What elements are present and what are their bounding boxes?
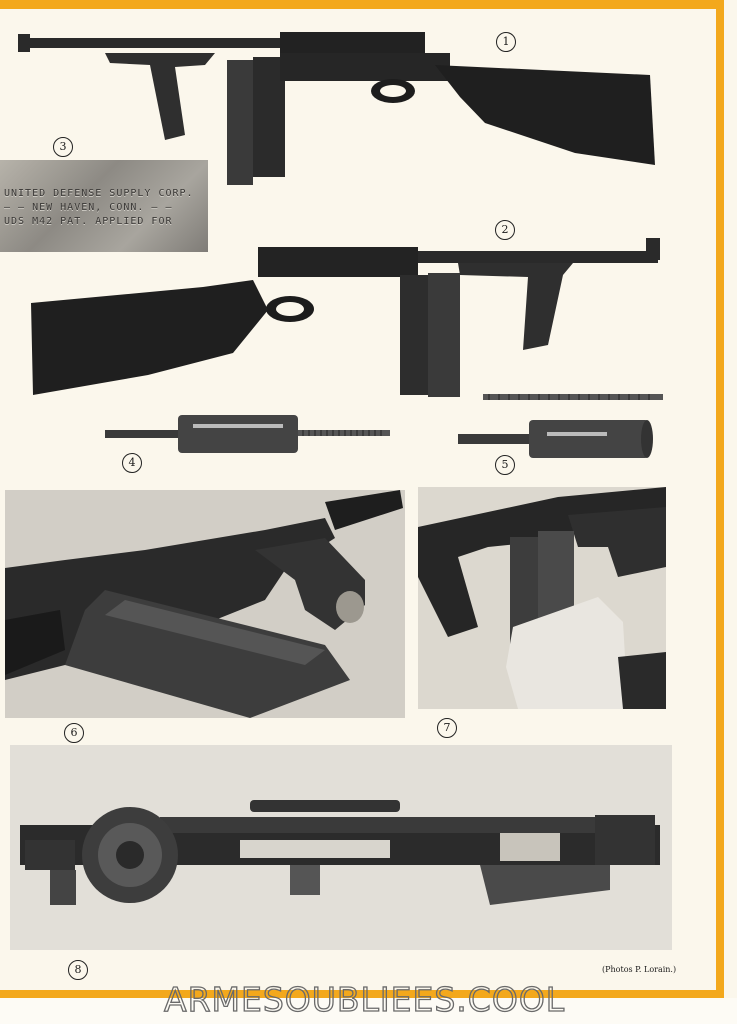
plate-line-1: UNITED DEFENSE SUPPLY CORP. xyxy=(4,188,194,199)
figure-1-number: 1 xyxy=(496,32,516,52)
figure-3-number: 3 xyxy=(53,137,73,157)
figure-6-photo-magazine-detail xyxy=(5,490,405,718)
photo-credit: (Photos P. Lorain.) xyxy=(602,965,677,974)
figure-2-number: 2 xyxy=(495,220,515,240)
figure-6-number: 6 xyxy=(64,723,84,743)
figure-7-photo-magazine-insertion xyxy=(418,487,666,709)
figure-5-photo-spring-and-bolt xyxy=(455,388,665,460)
figure-2-photo-rifle-left-side xyxy=(28,235,668,400)
site-watermark: ARMESOUBLIEES.COOL xyxy=(164,980,566,1019)
figure-8-photo-receiver-top xyxy=(10,745,672,950)
figure-4-photo-bolt xyxy=(103,410,393,455)
plate-line-3: UDS M42 PAT. APPLIED FOR xyxy=(4,216,173,227)
page-border-right xyxy=(716,0,724,1000)
figure-7-number: 7 xyxy=(437,718,457,738)
page-border-top xyxy=(0,0,720,9)
figure-8-number: 8 xyxy=(68,960,88,980)
figure-4-number: 4 xyxy=(122,453,142,473)
figure-5-number: 5 xyxy=(495,455,515,475)
plate-line-2: — — NEW HAVEN, CONN. — — xyxy=(4,202,173,213)
